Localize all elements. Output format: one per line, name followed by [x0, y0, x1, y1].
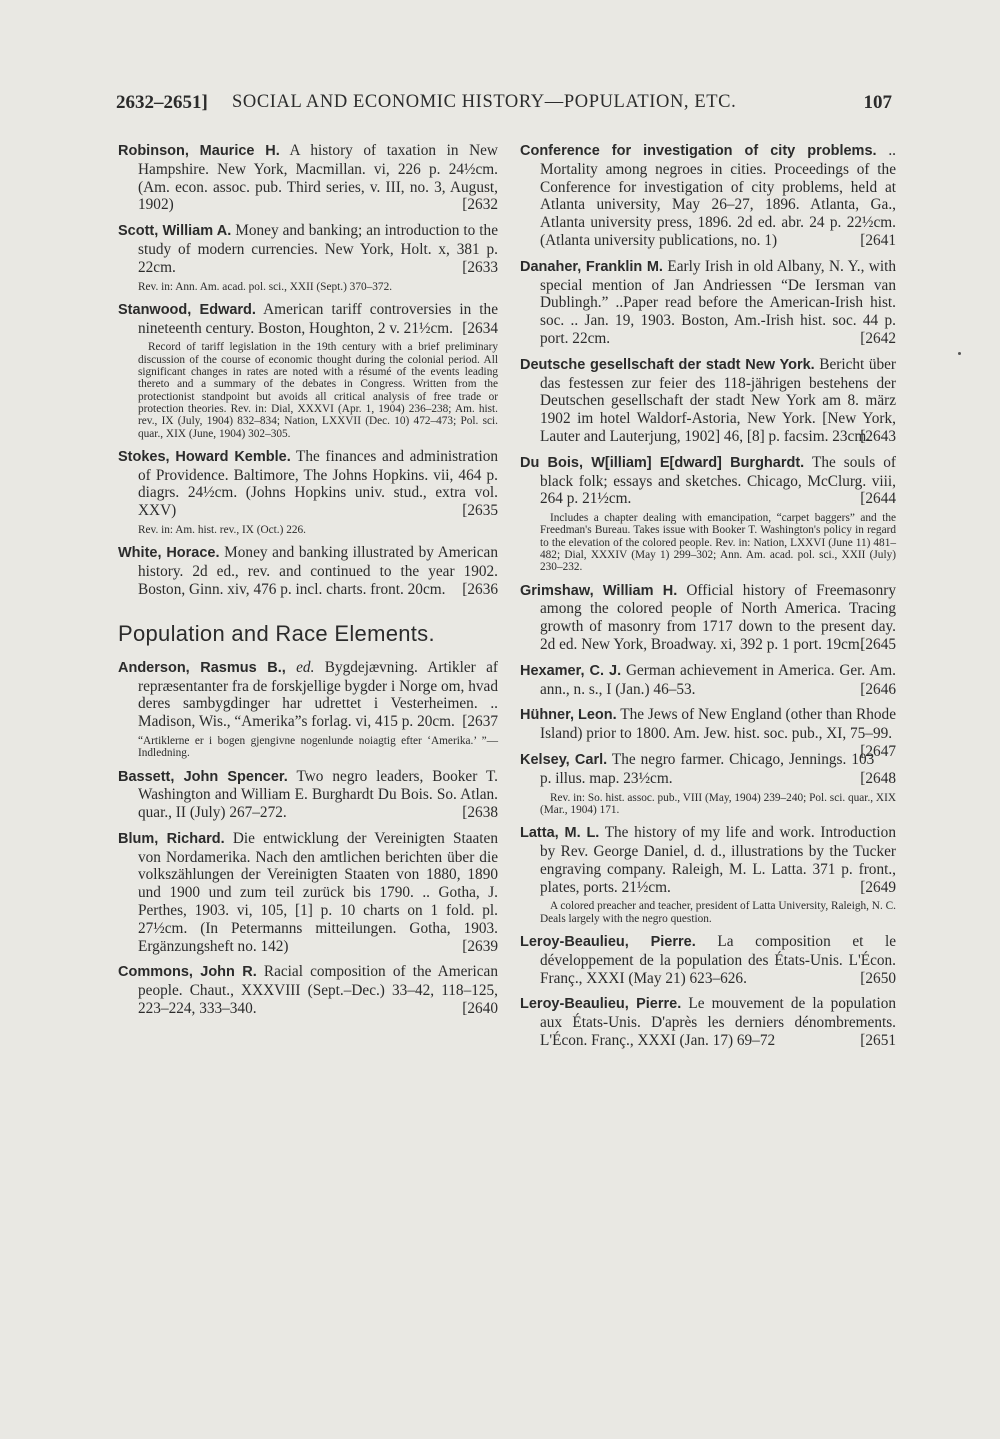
entry-author: Scott, William A. [118, 223, 232, 240]
entry-number: [ 2650 [880, 970, 896, 988]
entry-author: White, Horace. [118, 545, 220, 562]
entry-note: Rev. in: So. hist. assoc. pub., VIII (May, 1904) 239–240; Pol. sci. quar., XIX (Mar., 1904) 171. [540, 791, 896, 816]
entry-text: German achievement in America. Ger. Am. ann., n. s., I (Jan.) 46–53. [540, 661, 896, 698]
entry-number: [ 2642 [880, 330, 896, 348]
running-title: SOCIAL AND ECONOMIC HISTORY—POPULATION, ETC. [232, 92, 737, 112]
entry-number: [ 2637 [482, 713, 498, 731]
right-column [520, 142, 896, 1058]
bibliography-entry [520, 582, 896, 654]
bibliography-entry [520, 258, 896, 348]
entry-author: Commons, John R. [118, 964, 257, 981]
entry-note: Includes a chapter dealing with emancipation, “carpet baggers” and the Freedman's Bureau. Takes issue with Booker T. Washington's policy in regard to the elevation of the colored people. Rev. in: Nation, LXXVI (June 11) 481–482; Dial, XXXIV (May 1) 299–302; Ann. Am. acad. pol. sci., XXII (July) 230–232. [540, 512, 896, 574]
bibliography-entry [118, 768, 498, 822]
entry-author: Stanwood, Edward. [118, 301, 256, 318]
entry-text: Money and banking; an introduction to the study of modern currencies. New York, Holt. x, 381 p. 22cm. [138, 222, 498, 276]
entry-number: [ 2639 [482, 938, 498, 956]
entry-text: The Jews of New England (other than Rhode Island) prior to 1800. Am. Jew. hist. soc. pub., XI, 75–99. [540, 706, 896, 743]
bibliography-entry [520, 662, 896, 699]
entry-number: [ 2643 [880, 428, 896, 446]
bibliography-entry [118, 448, 498, 520]
entry-text: The souls of black folk; essays and sketches. Chicago, McClurg. viii, 264 p. 21½cm. [540, 453, 896, 508]
entry-text: The negro farmer. Chicago, Jennings. 103 p. illus. map. 23½cm. [540, 751, 875, 787]
entry-number: [ 2651 [880, 1032, 896, 1050]
entry-text: Official history of Freemasonry among the colored people of North America. Tracing growth of masonry from 1717 down to the present day. 2d ed. New York, Broadway. xi, 392 p. 1 port. 19cm. [540, 581, 896, 654]
entry-number: [ 2638 [482, 804, 498, 822]
entry-author: Deutsche gesellschaft der stadt New York. [520, 356, 815, 373]
bibliography-entry [520, 933, 896, 987]
entry-note: Rev. in: Am. hist. rev., IX (Oct.) 226. [138, 524, 306, 537]
entry-note: Rev. in: Ann. Am. acad. pol. sci., XXII (Sept.) 370–372. [138, 280, 393, 293]
entry-text: La composition et le développement de la population des États-Unis. L'Écon. Franç., XXXI (May 21) 623–626. [540, 932, 896, 987]
section-title: Population and Race Elements. [118, 620, 435, 646]
bibliography-entry [520, 824, 896, 896]
running-header [116, 92, 892, 122]
entry-author: Grimshaw, William H. [520, 582, 678, 599]
entry-author: Blum, Richard. [118, 830, 225, 847]
entry-text: The finances and administration of Providence. Baltimore, The Johns Hopkins. vii, 464 p. diagrs. 24½cm. (Johns Hopkins univ. stud., extra vol. XXV) [138, 447, 498, 520]
entry-text: Bygdejævning. Artikler af repræsentanter fra de forskjellige bygder i Norge om, hvad deres sambygdinger har udrettet i Vesterheimen. .. Madison, Wis., “Amerika”s forlag. vi, 415 p. 20cm. [138, 658, 499, 731]
entry-text: Two negro leaders, Booker T. Washington and William E. Burghardt Du Bois. So. Atlan. quar., II (July) 267–272. [138, 767, 498, 822]
bibliography-entry [118, 830, 498, 956]
entry-number: [ 2649 [880, 879, 896, 897]
entry-number: [ 2646 [880, 681, 896, 699]
entry-editor-mark: ed. [296, 658, 315, 676]
entry-number: [ 2635 [482, 502, 498, 520]
entry-text: Early Irish in old Albany, N. Y., with special mention of Jan Andriessen “De Iersman van Dublingh.” ..Paper read before the American-Irish hist. soc. .. Jan. 19, 1903. Boston, Am.-Irish hist. soc. 44 p. port. 22cm. [540, 257, 896, 347]
entry-text: The history of my life and work. Introduction by Rev. George Daniel, d. d., illustrations by the Tucker engraving company. Raleigh, M. L. Latta. 371 p. front., plates, ports. 21½cm. [540, 824, 896, 896]
entry-text: Le mouvement de la population aux États-Unis. D'après les derniers dénombrements. L'Écon. Franç., XXXI (Jan. 17) 69–72 [540, 995, 897, 1049]
left-column [118, 142, 498, 1026]
entry-text: Die entwicklung der Vereinigten Staaten von Nordamerika. Nach den amtlichen berichten über die volkszählungen der Vereinigten Staaten von 1880, 1890 und 1900 und zum teil zurück bis 1790. .. Gotha, J. Perthes, 1903. vi, 105, [1] p. 10 charts on 1 fold. pl. 27½cm. (In Petermanns mitteilungen. Gotha, 1903. Ergänzungsheft no. 142) [138, 829, 498, 955]
page-number: 107 [863, 92, 892, 113]
entry-text: Money and banking illustrated by American history. 2d ed., rev. and continued to the year 1902. Boston, Ginn. xiv, 476 p. incl. charts. front. 20cm. [138, 544, 498, 598]
entry-author: Du Bois, W[illiam] E[dward] Burghardt. [520, 454, 805, 471]
paper-speck [958, 352, 961, 355]
bibliography-entry [118, 659, 498, 731]
entry-author: Hexamer, C. J. [520, 662, 622, 679]
entry-author: Hühner, Leon. [520, 707, 617, 724]
bibliography-entry [118, 142, 498, 214]
bibliography-entry [520, 142, 896, 250]
bibliography-entry [118, 544, 498, 598]
bibliography-entry [118, 963, 498, 1017]
entry-text: Bericht über das festessen zur feier des 118-jährigen bestehens der Deutschen gesellschaft der stadt New York am 8. märz 1902 im hotel Waldorf-Astoria, New York. [New York, Lauter and Lauterjung, 1902] 46, [8] p. facsim. 23cm. [540, 355, 897, 445]
entry-author: Bassett, John Spencer. [118, 768, 288, 785]
bibliography-entry [118, 301, 498, 338]
entry-author: Danaher, Franklin M. [520, 258, 663, 275]
entry-text: American tariff controversies in the nineteenth century. Boston, Houghton, 2 v. 21½cm. [138, 300, 498, 337]
entry-number: [ 2641 [880, 232, 896, 250]
bibliography-entry [520, 751, 896, 788]
bibliography-entry [118, 222, 498, 276]
entry-author: Conference for investigation of city problems. [520, 143, 877, 159]
entry-number: [ 2644 [880, 490, 896, 508]
entry-text: A history of taxation in New Hampshire. New York, Macmillan. vi, 226 p. 24½cm. (Am. econ. assoc. pub. Third series, v. III, no. 3, August, 1902) [138, 142, 498, 214]
entry-note: Record of tariff legislation in the 19th century with a brief preliminary discussion of the course of economic thought during the colonial period. All significant changes in rates are noted with a résumé of the events leading thereto and a summary of the debates in Congress. Written from the protectionist standpoint but avoids all critical analysis of free trade or protection theories. Rev. in: Dial, XXXVI (Apr. 1, 1904) 236–238; Am. hist. rev., IX (July, 1904) 832–834; Nation, LXXVII (Dec. 10) 472–473; Pol. sci. quar., XIX (June, 1904) 302–305. [138, 341, 498, 440]
bibliography-entry [520, 454, 896, 508]
entry-note: A colored preacher and teacher, president of Latta University, Raleigh, N. C. Deals largely with the negro question. [540, 900, 896, 925]
entry-author: Leroy-Beaulieu, Pierre. [520, 996, 682, 1013]
entry-text: .. Mortality among negroes in cities. Proceedings of the Conference for investigation of city problems, held at Atlanta university, May 26–27, 1896. Atlanta, Ga., Atlanta university press, 1896. 2d ed. abr. 24 p. 22½cm. (Atlanta university publications, no. 1) [540, 142, 896, 249]
entry-number: [ 2633 [482, 259, 498, 277]
entry-author: Stokes, Howard Kemble. [118, 448, 291, 465]
bibliography-entry [520, 356, 896, 446]
entry-author: Leroy-Beaulieu, Pierre. [520, 933, 696, 950]
entry-author: Latta, M. L. [520, 825, 600, 842]
entry-range: 2632–2651] [116, 92, 208, 113]
entry-number: [ 2640 [482, 1000, 498, 1018]
entry-number: [ 2632 [482, 196, 498, 214]
bibliography-entry [520, 995, 896, 1049]
entry-number: [ 2648 [880, 770, 896, 788]
entry-number: [ 2645 [880, 636, 896, 654]
entry-text: Racial composition of the American people. Chaut., XXXVIII (Sept.–Dec.) 33–42, 118–125, 223–224, 333–340. [138, 963, 498, 1018]
entry-number: [ 2647 [880, 743, 896, 761]
entry-number: [ 2636 [482, 581, 498, 599]
entry-author: Anderson, Rasmus B., [118, 659, 286, 676]
entry-author: Kelsey, Carl. [520, 752, 608, 768]
entry-author: Robinson, Maurice H. [118, 143, 280, 159]
entry-note: “Artiklerne er i bogen gjengivne nogenlunde noiagtig efter ‘Amerika.’ ”—Indledning. [138, 734, 498, 760]
entry-number: [ 2634 [482, 320, 498, 338]
